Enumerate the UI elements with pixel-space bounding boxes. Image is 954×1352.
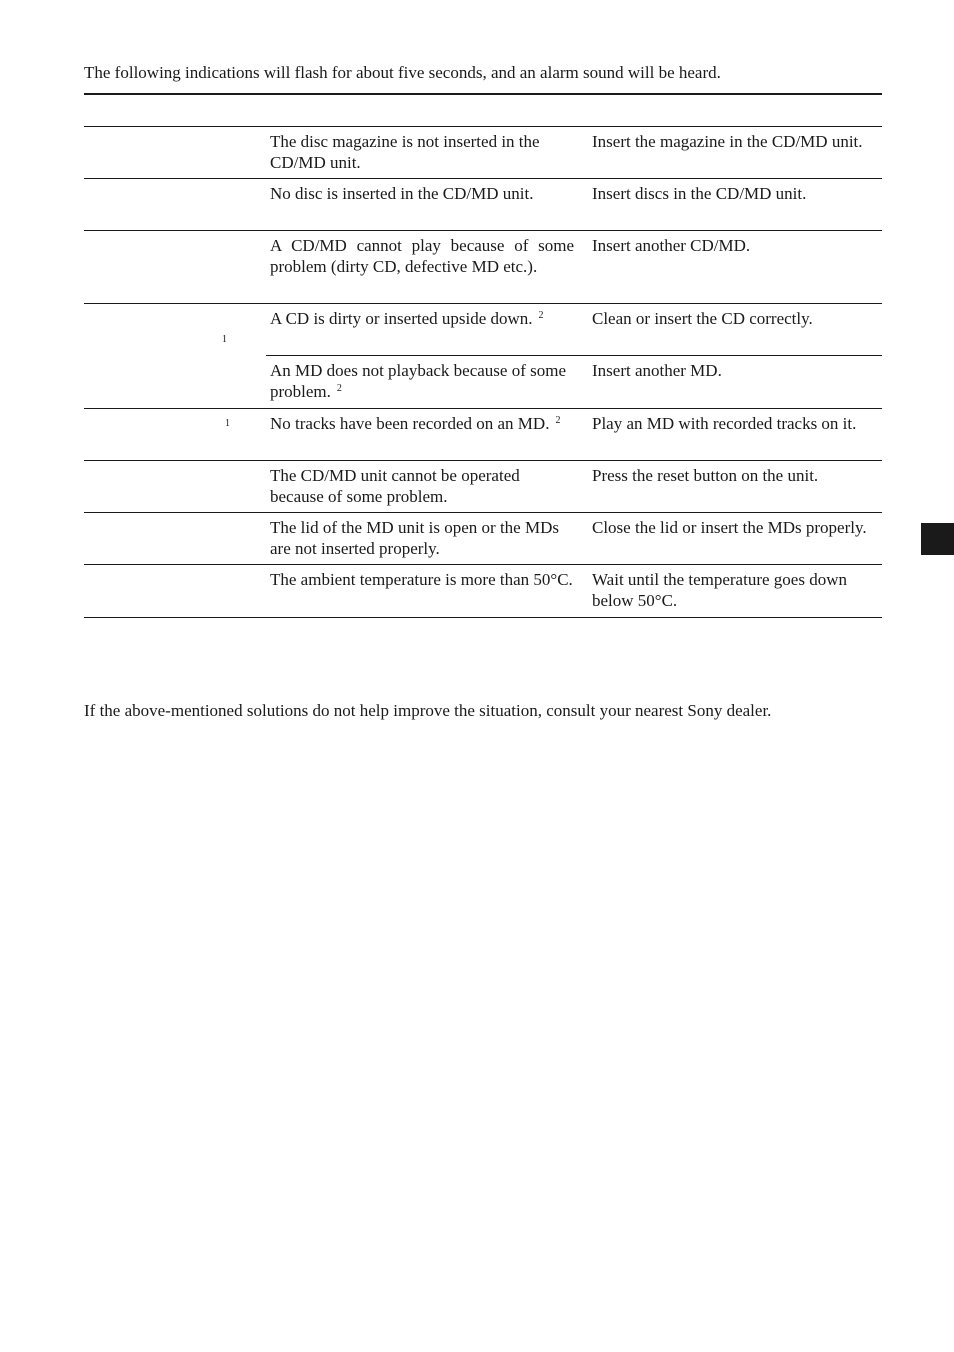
cause-cell: The ambient temperature is more than 50°C. [270,570,573,589]
cause-cell: A CD/MD cannot play because of some problem (dirty CD, defective MD etc.). [270,236,574,276]
indication-cell [84,517,264,568]
indication-cell [84,183,264,234]
cause-cell: The lid of the MD unit is open or the MDs are not inserted properly. [270,518,559,558]
indication-cell [84,308,264,359]
indication-cell [84,413,264,464]
table-row [84,126,882,178]
intro-text: The following indications will flash for about five seconds, and an alarm sound will be heard. [84,63,721,82]
remedy-cell: Play an MD with recorded tracks on it. [592,414,857,433]
section-tab-marker [921,523,954,555]
table-row [84,230,882,303]
footnote-marker: 1 [222,334,227,345]
outro-text: If the above-mentioned solutions do not help improve the situation, consult your nearest Sony dealer. [84,701,772,720]
footnote-ref: 2 [555,415,561,426]
remedy-cell: Close the lid or insert the MDs properly. [592,518,867,537]
remedy-cell: Wait until the temperature goes down below 50°C. [592,570,847,610]
remedy-cell: Insert another MD. [592,361,722,380]
indication-cell [84,465,264,516]
table-row [84,178,882,230]
error-indication-table [84,126,882,618]
cause-cell [270,360,574,402]
remedy-cell: Insert discs in the CD/MD unit. [592,184,807,203]
footnote-ref: 2 [538,310,544,321]
table-row [84,303,882,408]
indication-cell [84,569,264,621]
remedy-cell: Insert the magazine in the CD/MD unit. [592,132,863,151]
remedy-cell: Press the reset button on the unit. [592,466,819,485]
indication-cell [84,235,264,307]
header-rule [84,93,882,95]
remedy-cell: Insert another CD/MD. [592,236,751,255]
cause-text: No tracks have been recorded on an MD. [270,414,550,433]
cause-text: An MD does not playback because of some problem. [270,361,567,401]
table-row [84,512,882,564]
remedy-cell: Clean or insert the CD correctly. [592,309,813,328]
cause-cell [270,413,574,434]
cause-text: A CD is dirty or inserted upside down. [270,309,533,328]
cause-cell [270,308,574,329]
cause-cell: The CD/MD unit cannot be operated because of some problem. [270,466,520,506]
footnote-marker: 1 [225,418,230,429]
table-row [84,408,882,460]
footnote-ref: 2 [336,383,342,394]
table-row [84,564,882,618]
table-row [84,460,882,512]
cause-cell: No disc is inserted in the CD/MD unit. [270,184,534,203]
indication-cell [84,131,264,182]
cause-cell: The disc magazine is not inserted in the CD/MD unit. [270,132,540,172]
